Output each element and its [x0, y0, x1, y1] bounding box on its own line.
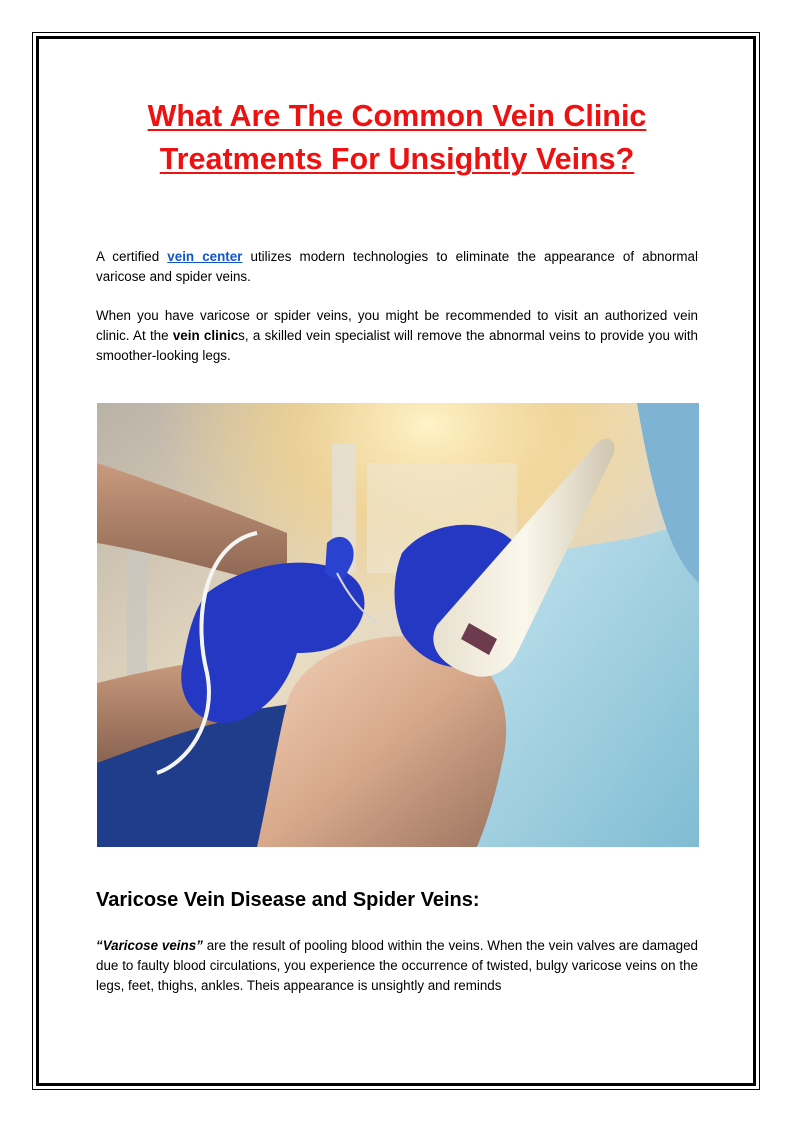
- vein-center-link[interactable]: vein center: [167, 249, 243, 264]
- varicose-text: are the result of pooling blood within the veins. When the vein valves are damaged due to faulty blood circulations, you experience the occurrence of twisted, bulgy varicose veins on the legs, feet, thighs, ankles. Theis appearance is unsightly and reminds: [96, 938, 699, 993]
- photo-illustration: [97, 403, 699, 847]
- varicose-emphasis: “Varicose veins”: [96, 938, 203, 953]
- intro-text-end: utilizes modern technologies to eliminate the appearance of abnormal varicose and spider veins.: [96, 249, 698, 284]
- varicose-paragraph: [96, 936, 698, 996]
- intro-paragraph: [96, 247, 698, 287]
- procedure-photo: [97, 403, 699, 847]
- clinic-text-end: s, a skilled vein specialist will remove the abnormal veins to provide you with smoother-looking legs.: [96, 328, 698, 363]
- clinic-paragraph: [96, 306, 698, 366]
- vein-clinic-bold: vein clinic: [172, 328, 239, 343]
- intro-text-start: A certified: [96, 249, 168, 264]
- page-title: What Are The Common Vein Clinic Treatments For Unsightly Veins?: [147, 99, 647, 176]
- clinic-text-start: When you have varicose or spider veins, you might be recommended to visit an authorized vein clinic. At the: [96, 308, 698, 343]
- section-heading: Varicose Vein Disease and Spider Veins:: [96, 889, 480, 911]
